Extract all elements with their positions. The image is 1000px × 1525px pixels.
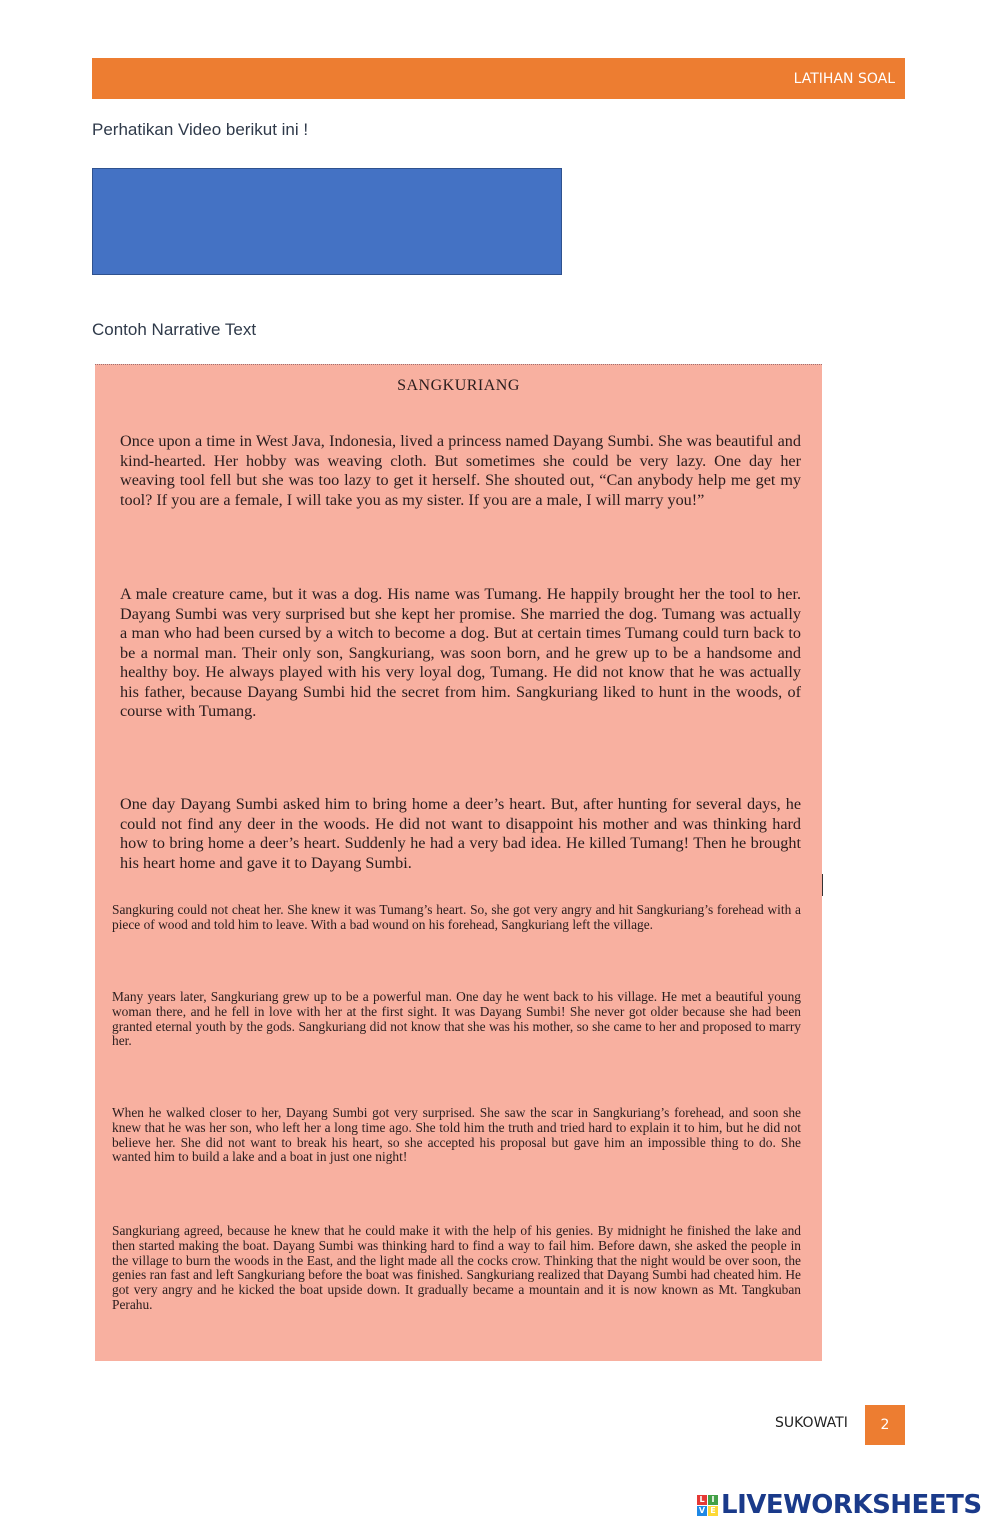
liveworksheets-logo-text: LIVEWORKSHEETS bbox=[721, 1490, 982, 1520]
page-number bbox=[865, 1405, 905, 1445]
story-paragraph: When he walked closer to her, Dayang Sumbi got very surprised. She saw the scar in Sangkuriang’s forehead, and soon she knew that he was her son, who left her a long time ago. She told him the truth and tried hard to explain it to him, but he did not believe her. She did not want to break his heart, so she accepted his proposal but gave him an impossible thing to do. She wanted him to build a lake and a boat in just one night! bbox=[112, 1105, 801, 1165]
story-panel bbox=[95, 364, 822, 1361]
liveworksheets-logo[interactable] bbox=[697, 1489, 982, 1521]
story-paragraph: One day Dayang Sumbi asked him to bring home a deer’s heart. But, after hunting for several days, he could not find any deer in the woods. He did not want to disappoint his mother and was thinking hard how to bring home a deer’s heart. Suddenly he had a very bad idea. He killed Tumang! Then he brought his heart home and gave it to Dayang Sumbi. bbox=[120, 795, 801, 872]
liveworksheets-logo-icon bbox=[697, 1495, 718, 1516]
instruction-text: Perhatikan Video berikut ini ! bbox=[92, 120, 309, 139]
logo-letter: L bbox=[697, 1495, 707, 1505]
footer-author: SUKOWATI bbox=[775, 1415, 848, 1431]
logo-letter: E bbox=[708, 1506, 718, 1516]
story-paragraph: Sangkuriang agreed, because he knew that he could make it with the help of his genies. By midnight he finished the lake and then started making the boat. Dayang Sumbi was thinking hard to find a way to fail him. Before dawn, she asked the people in the village to burn the woods in the East, and the light made all the cocks crow. Thinking that the night would be over soon, the genies ran fast and left Sangkuriang before the boat was finished. Sangkuriang realized that Dayang Sumbi had cheated him. He got very angry and he kicked the boat upside down. It gradually became a mountain and it is now known as Mt. Tangkuban Perahu. bbox=[112, 1223, 801, 1312]
video-placeholder[interactable] bbox=[92, 168, 562, 275]
story-paragraph: Many years later, Sangkuriang grew up to be a powerful man. One day he went back to his village. He met a beautiful young woman there, and he fell in love with her at the first sight. It was Dayang Sumbi! She never got older because she had been granted eternal youth by the gods. Sangkuriang did not know that she was his mother, so she came to her and proposed to marry her. bbox=[112, 989, 801, 1049]
header-title: LATIHAN SOAL bbox=[793, 70, 895, 87]
story-paragraph: A male creature came, but it was a dog. His name was Tumang. He happily brought her the tool to her. Dayang Sumbi was very surprised but she kept her promise. She married the dog. Tumang was actually a man who had been cursed by a witch to become a dog. But at certain times Tumang could turn back to be a normal man. Their only son, Sangkuriang, was soon born, and he grew up to be a handsome and healthy boy. He always played with his very loyal dog, Tumang. He did not know that he was actually his father, because Dayang Sumbi hid the secret from him. Sangkuriang liked to hunt in the woods, of course with Tumang. bbox=[120, 585, 801, 720]
story-title: SANGKURIANG bbox=[397, 377, 520, 394]
logo-letter: I bbox=[708, 1495, 718, 1505]
logo-letter: V bbox=[698, 1506, 706, 1515]
page-number-value: 2 bbox=[880, 1417, 890, 1433]
text-cursor bbox=[822, 874, 823, 896]
story-paragraph: Once upon a time in West Java, Indonesia, lived a princess named Dayang Sumbi. She was beautiful and kind-hearted. Her hobby was weaving cloth. But sometimes she could be very lazy. One day her weaving tool fell but she was too lazy to get it herself. She shouted out, “Can anybody help me get my tool? If you are a female, I will take you as my sister. If you are a male, I will marry you!” bbox=[120, 432, 801, 509]
example-label: Contoh Narrative Text bbox=[92, 320, 257, 339]
story-paragraph: Sangkuring could not cheat her. She knew it was Tumang’s heart. So, she got very angry and hit Sangkuriang’s forehead with a piece of wood and told him to leave. With a bad wound on his forehead, Sangkuriang left the village. bbox=[112, 902, 801, 932]
header-bar bbox=[92, 58, 905, 99]
